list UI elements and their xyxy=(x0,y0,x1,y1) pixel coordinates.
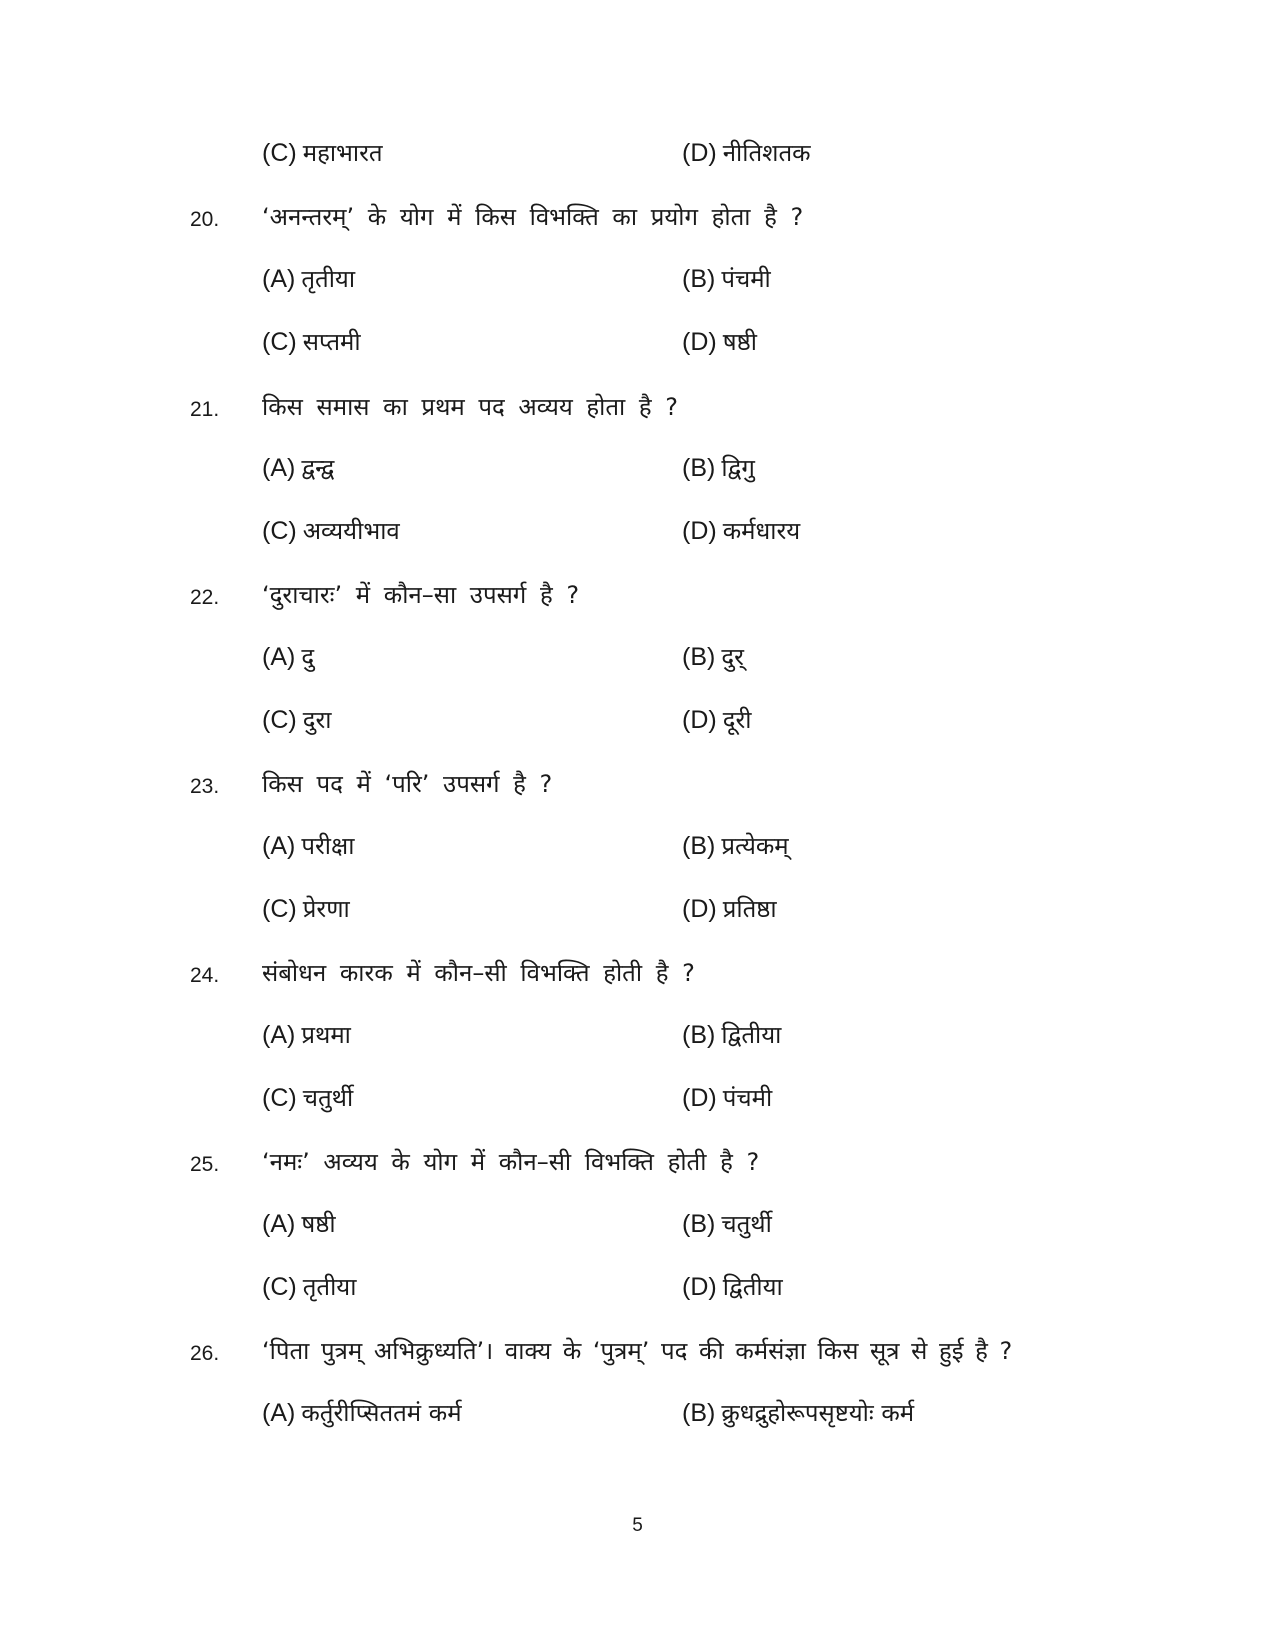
option-row xyxy=(0,1207,1275,1247)
page-number: 5 xyxy=(632,1515,643,1536)
option: (D) षष्ठी xyxy=(682,328,757,356)
question-row xyxy=(0,1145,1275,1185)
option: (D) दूरी xyxy=(682,706,752,734)
option: (A) दु xyxy=(262,643,315,671)
question-text: ‘नमः’ अव्यय के योग में कौन–सी विभक्ति होती है ? xyxy=(262,1148,760,1176)
option: (B) चतुर्थी xyxy=(682,1210,772,1238)
option-row xyxy=(0,1270,1275,1310)
question-number: 26. xyxy=(190,1342,220,1365)
option: (C) दुरा xyxy=(262,706,332,734)
question-row xyxy=(0,1334,1275,1374)
option: (B) प्रत्येकम् xyxy=(682,832,789,860)
option: (A) षष्ठी xyxy=(262,1210,336,1238)
option: (B) पंचमी xyxy=(682,265,771,293)
option: (D) प्रतिष्ठा xyxy=(682,895,777,923)
option: (D) नीतिशतक xyxy=(682,139,811,167)
option-row xyxy=(0,136,1275,176)
question-row xyxy=(0,767,1275,807)
option: (A) परीक्षा xyxy=(262,832,355,860)
question-number: 24. xyxy=(190,964,220,987)
question-row xyxy=(0,200,1275,240)
option-row xyxy=(0,1018,1275,1058)
question-text: किस पद में ‘परि’ उपसर्ग है ? xyxy=(262,770,553,798)
option-row xyxy=(0,829,1275,869)
question-text: किस समास का प्रथम पद अव्यय होता है ? xyxy=(262,393,679,421)
option: (A) कर्तुरीप्सिततमं कर्म xyxy=(262,1399,462,1427)
option: (C) सप्तमी xyxy=(262,328,361,356)
option: (B) दुर् xyxy=(682,643,744,671)
question-row xyxy=(0,390,1275,430)
question-number: 22. xyxy=(190,586,220,609)
question-row xyxy=(0,578,1275,618)
question-number: 25. xyxy=(190,1153,220,1176)
option: (D) पंचमी xyxy=(682,1084,773,1112)
option-row xyxy=(0,892,1275,932)
question-row xyxy=(0,956,1275,996)
option-row xyxy=(0,1081,1275,1121)
question-text: संबोधन कारक में कौन–सी विभक्ति होती है ? xyxy=(262,959,695,987)
option-row xyxy=(0,640,1275,680)
option: (C) प्रेरणा xyxy=(262,895,350,923)
option: (A) प्रथमा xyxy=(262,1021,351,1049)
option: (C) अव्ययीभाव xyxy=(262,517,400,545)
option-row xyxy=(0,514,1275,554)
question-number: 20. xyxy=(190,208,220,231)
option: (A) तृतीया xyxy=(262,265,356,293)
question-number: 21. xyxy=(190,398,220,421)
option-row xyxy=(0,325,1275,365)
option: (C) तृतीया xyxy=(262,1273,357,1301)
option-row xyxy=(0,262,1275,302)
question-text: ‘पिता पुत्रम् अभिक्रुध्यति’। वाक्य के ‘पुत्रम्’ पद की कर्मसंज्ञा किस सूत्र से हुई है ? xyxy=(262,1337,1013,1365)
option-row xyxy=(0,451,1275,491)
option: (A) द्वन्द्व xyxy=(262,454,335,482)
option: (B) क्रुधद्रुहोरूपसृष्टयोः कर्म xyxy=(682,1399,915,1427)
option-row xyxy=(0,1396,1275,1436)
option: (D) कर्मधारय xyxy=(682,517,801,545)
option: (B) द्विगु xyxy=(682,454,755,482)
option: (B) द्वितीया xyxy=(682,1021,782,1049)
option-row xyxy=(0,703,1275,743)
question-text: ‘दुराचारः’ में कौन–सा उपसर्ग है ? xyxy=(262,581,580,609)
option: (C) चतुर्थी xyxy=(262,1084,354,1112)
option: (D) द्वितीया xyxy=(682,1273,783,1301)
question-text: ‘अनन्तरम्’ के योग में किस विभक्ति का प्रयोग होता है ? xyxy=(262,203,804,231)
question-number: 23. xyxy=(190,775,220,798)
option: (C) महाभारत xyxy=(262,139,383,167)
